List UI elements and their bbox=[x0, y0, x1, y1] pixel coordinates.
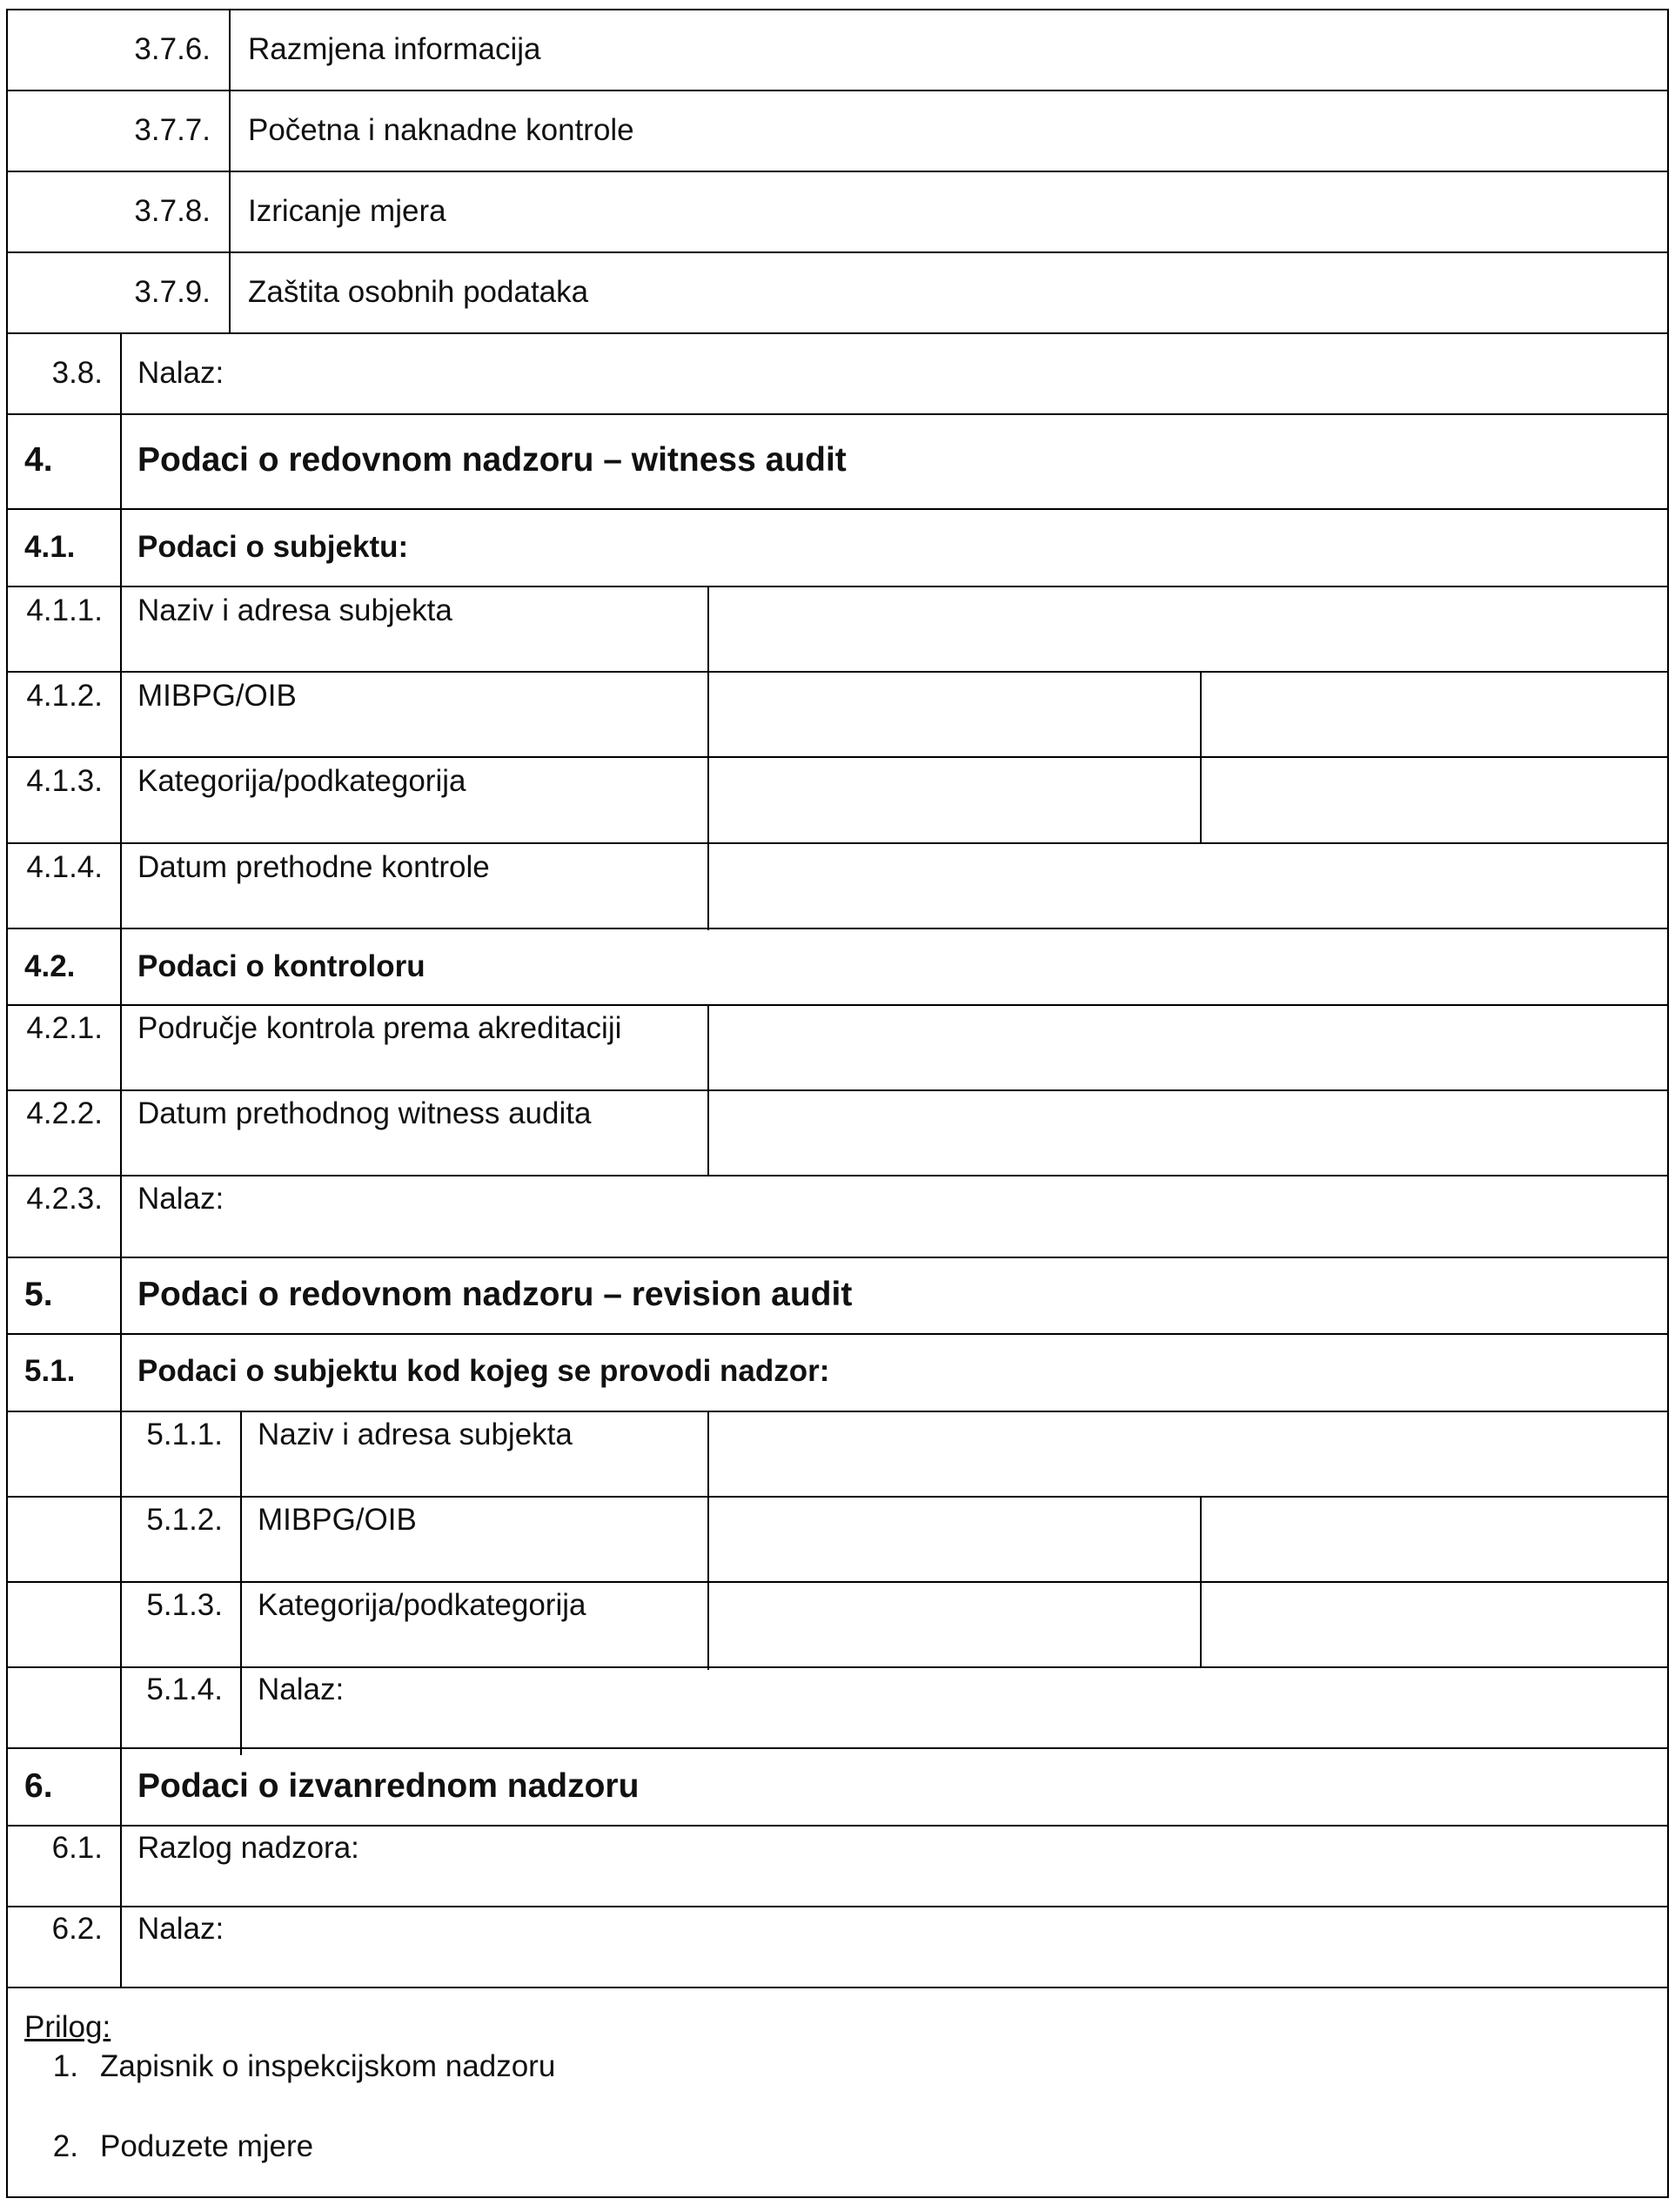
column-divider bbox=[707, 1004, 709, 1176]
row-divider bbox=[6, 1747, 1669, 1749]
column-divider bbox=[240, 1411, 242, 1755]
row-divider bbox=[6, 413, 1669, 415]
subsection-number: 4.1. bbox=[24, 530, 76, 564]
row-label: Početna i naknadne kontrole bbox=[248, 113, 634, 147]
row-number: 4.2.2. bbox=[26, 1096, 103, 1130]
row-label: Razlog nadzora: bbox=[137, 1831, 359, 1865]
section-number: 4. bbox=[24, 441, 53, 479]
row-divider bbox=[6, 1004, 1669, 1006]
row-label: Kategorija/podkategorija bbox=[258, 1588, 586, 1622]
section-title: Podaci o izvanrednom nadzoru bbox=[137, 1767, 640, 1805]
row-number: 6.1. bbox=[51, 1831, 103, 1865]
row-number: 3.7.6. bbox=[134, 32, 211, 66]
row-label: Nalaz: bbox=[258, 1672, 345, 1706]
table-border-right bbox=[1667, 9, 1669, 2198]
row-label: MIBPG/OIB bbox=[258, 1503, 417, 1537]
column-divider bbox=[707, 1411, 709, 1670]
row-divider bbox=[6, 928, 1669, 929]
row-number: 3.7.7. bbox=[134, 113, 211, 147]
row-label: Datum prethodne kontrole bbox=[137, 850, 490, 884]
section-title: Podaci o redovnom nadzoru – revision audit bbox=[137, 1276, 853, 1313]
row-divider bbox=[6, 90, 1669, 91]
row-number: 4.1.2. bbox=[26, 679, 103, 713]
attachments-label: Prilog: bbox=[24, 2010, 111, 2044]
row-label: MIBPG/OIB bbox=[137, 679, 297, 713]
row-divider bbox=[6, 1987, 1669, 1988]
row-divider bbox=[6, 1333, 1669, 1335]
row-number: 4.1.3. bbox=[26, 764, 103, 798]
row-divider bbox=[6, 586, 1669, 587]
column-divider bbox=[1200, 1496, 1202, 1668]
row-label: Razmjena informacija bbox=[248, 32, 541, 66]
row-label: Kategorija/podkategorija bbox=[137, 764, 466, 798]
row-number: 4.2.1. bbox=[26, 1011, 103, 1045]
row-label: Područje kontrola prema akreditaciji bbox=[137, 1011, 622, 1045]
subsection-number: 5.1. bbox=[24, 1354, 76, 1388]
row-label: Nalaz: bbox=[137, 1912, 224, 1946]
row-divider bbox=[6, 842, 1669, 844]
section-title: Podaci o redovnom nadzoru – witness audit bbox=[137, 441, 847, 479]
row-number: 6.2. bbox=[51, 1912, 103, 1946]
row-divider bbox=[6, 508, 1669, 510]
row-number: 5.1.2. bbox=[146, 1503, 223, 1537]
column-divider bbox=[1200, 671, 1202, 843]
row-label: Zaštita osobnih podataka bbox=[248, 275, 589, 309]
row-label: Naziv i adresa subjekta bbox=[137, 593, 452, 627]
row-number: 5.1.3. bbox=[146, 1588, 223, 1622]
row-divider bbox=[6, 1257, 1669, 1258]
row-divider bbox=[6, 1825, 1669, 1827]
row-divider bbox=[6, 1906, 1669, 1907]
row-number: 5.1.4. bbox=[146, 1672, 223, 1706]
row-number: 4.1.1. bbox=[26, 593, 103, 627]
table-border-bottom bbox=[6, 2196, 1669, 2198]
row-number: 5.1.1. bbox=[146, 1418, 223, 1451]
table-border-top bbox=[6, 9, 1669, 10]
row-number: 3.7.9. bbox=[134, 275, 211, 309]
row-divider bbox=[6, 756, 1669, 758]
row-divider bbox=[6, 1175, 1669, 1176]
attachment-number: 2. bbox=[52, 2129, 78, 2163]
column-divider bbox=[229, 9, 231, 334]
row-number: 3.7.8. bbox=[134, 194, 211, 228]
row-number: 4.2.3. bbox=[26, 1182, 103, 1216]
subsection-title: Podaci o kontroloru bbox=[137, 949, 425, 983]
subsection-title: Podaci o subjektu: bbox=[137, 530, 409, 564]
subsection-title: Podaci o subjektu kod kojeg se provodi nadzor: bbox=[137, 1354, 830, 1388]
row-number: 3.8. bbox=[51, 356, 103, 390]
attachment-item: Poduzete mjere bbox=[100, 2129, 314, 2163]
column-divider bbox=[707, 586, 709, 930]
row-label: Nalaz: bbox=[137, 356, 224, 390]
row-divider bbox=[6, 1089, 1669, 1091]
row-divider bbox=[6, 171, 1669, 172]
table-border-left bbox=[6, 9, 8, 2198]
row-label: Naziv i adresa subjekta bbox=[258, 1418, 573, 1451]
row-divider bbox=[6, 1411, 1669, 1412]
row-divider bbox=[6, 332, 1669, 334]
subsection-number: 4.2. bbox=[24, 949, 76, 983]
column-divider bbox=[120, 332, 122, 1988]
row-label: Nalaz: bbox=[137, 1182, 224, 1216]
row-label: Izricanje mjera bbox=[248, 194, 446, 228]
attachment-item: Zapisnik o inspekcijskom nadzoru bbox=[100, 2049, 556, 2083]
attachment-number: 1. bbox=[52, 2049, 78, 2083]
section-number: 5. bbox=[24, 1276, 53, 1313]
row-divider bbox=[6, 671, 1669, 673]
row-label: Datum prethodnog witness audita bbox=[137, 1096, 592, 1130]
row-divider bbox=[6, 1496, 1669, 1498]
row-divider bbox=[6, 251, 1669, 253]
section-number: 6. bbox=[24, 1767, 53, 1805]
row-divider bbox=[6, 1581, 1669, 1583]
row-number: 4.1.4. bbox=[26, 850, 103, 884]
row-divider bbox=[6, 1666, 1669, 1668]
